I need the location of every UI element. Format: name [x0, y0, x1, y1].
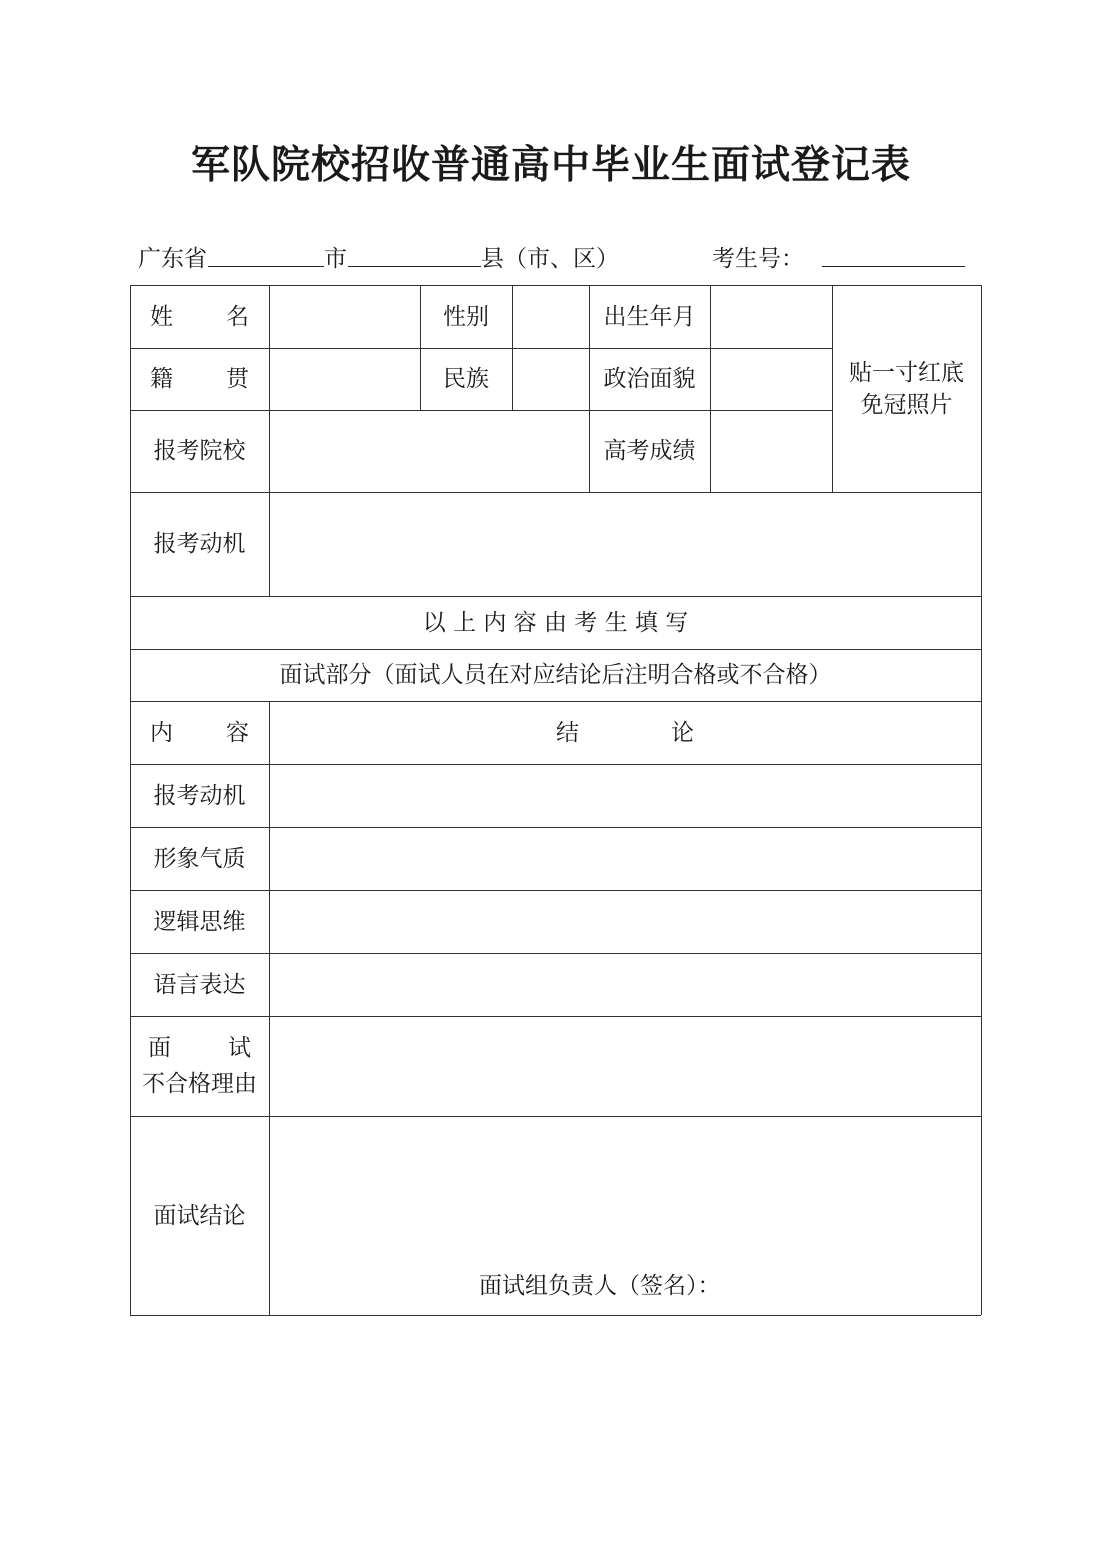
motivation-label: 报考动机: [153, 531, 246, 557]
item-motivation-label: 报考动机: [153, 782, 246, 809]
item-expression-result[interactable]: [269, 953, 981, 1016]
motivation-field[interactable]: [269, 492, 981, 596]
target-school-field[interactable]: [269, 410, 589, 492]
signature-label: 面试组负责人（签名）：: [479, 1273, 721, 1299]
item-logic-result[interactable]: [269, 890, 981, 953]
native-label-char: 籍: [150, 366, 173, 392]
fail-reason-label: [130, 1016, 269, 1116]
birth-date-field[interactable]: [710, 285, 832, 348]
interview-conclusion-label: 面试结论: [153, 1202, 246, 1229]
native-place-field[interactable]: [269, 348, 420, 410]
political-status-field[interactable]: [710, 348, 832, 410]
header-char: 结: [556, 719, 579, 746]
label-char: 试: [228, 1035, 251, 1061]
interview-conclusion-field[interactable]: [269, 1116, 981, 1315]
birth-date-label: 出生年月: [603, 303, 696, 330]
item-expression-label: 语言表达: [153, 971, 246, 998]
county-label: 县（市、区）: [481, 246, 619, 272]
conclusion-column-header: [269, 701, 981, 764]
header-fields: [138, 240, 968, 272]
interview-section-heading: 面试部分（面试人员在对应结论后注明合格或不合格）: [279, 662, 832, 688]
photo-note-line1: 贴一寸红底: [849, 359, 964, 386]
political-status-label: 政治面貌: [603, 366, 696, 392]
city-field[interactable]: [348, 266, 481, 267]
city-label: 市: [324, 246, 347, 272]
photo-note-line2: 免冠照片: [860, 391, 953, 418]
gender-label: 性别: [443, 303, 489, 330]
item-logic-label: 逻辑思维: [153, 908, 246, 935]
target-school-label: 报考院校: [153, 438, 246, 464]
name-label: [130, 285, 269, 348]
header-char: 论: [671, 719, 694, 746]
exam-number-label: 考生号：: [712, 246, 804, 272]
ethnicity-label: 民族: [443, 366, 489, 392]
applicant-fill-note: 以 上 内 容 由 考 生 填 写: [422, 609, 689, 636]
label-char: 面: [148, 1035, 171, 1061]
province-field[interactable]: [208, 266, 324, 267]
exam-score-field[interactable]: [710, 410, 832, 492]
fail-reason-label-line1: [134, 1032, 265, 1064]
province-label: 广东省: [138, 246, 207, 272]
header-char: 内: [150, 719, 173, 746]
item-appearance-label: 形象气质: [153, 845, 246, 872]
fail-reason-label-line2: 不合格理由: [142, 1071, 257, 1097]
item-appearance-result[interactable]: [269, 827, 981, 890]
native-place-label: [130, 348, 269, 410]
photo-area[interactable]: [832, 285, 981, 492]
fail-reason-field[interactable]: [269, 1016, 981, 1116]
native-label-char: 贯: [226, 366, 249, 392]
exam-number-field[interactable]: [822, 266, 965, 267]
gender-field[interactable]: [512, 285, 589, 348]
page-title: 军队院校招收普通高中毕业生面试登记表: [190, 143, 911, 188]
content-column-header: [130, 701, 269, 764]
name-label-char: 姓: [150, 303, 173, 330]
ethnicity-field[interactable]: [512, 348, 589, 410]
header-char: 容: [226, 719, 249, 746]
name-label-char: 名: [226, 303, 249, 330]
name-field[interactable]: [269, 285, 420, 348]
item-motivation-result[interactable]: [269, 764, 981, 827]
exam-score-label: 高考成绩: [603, 438, 696, 464]
